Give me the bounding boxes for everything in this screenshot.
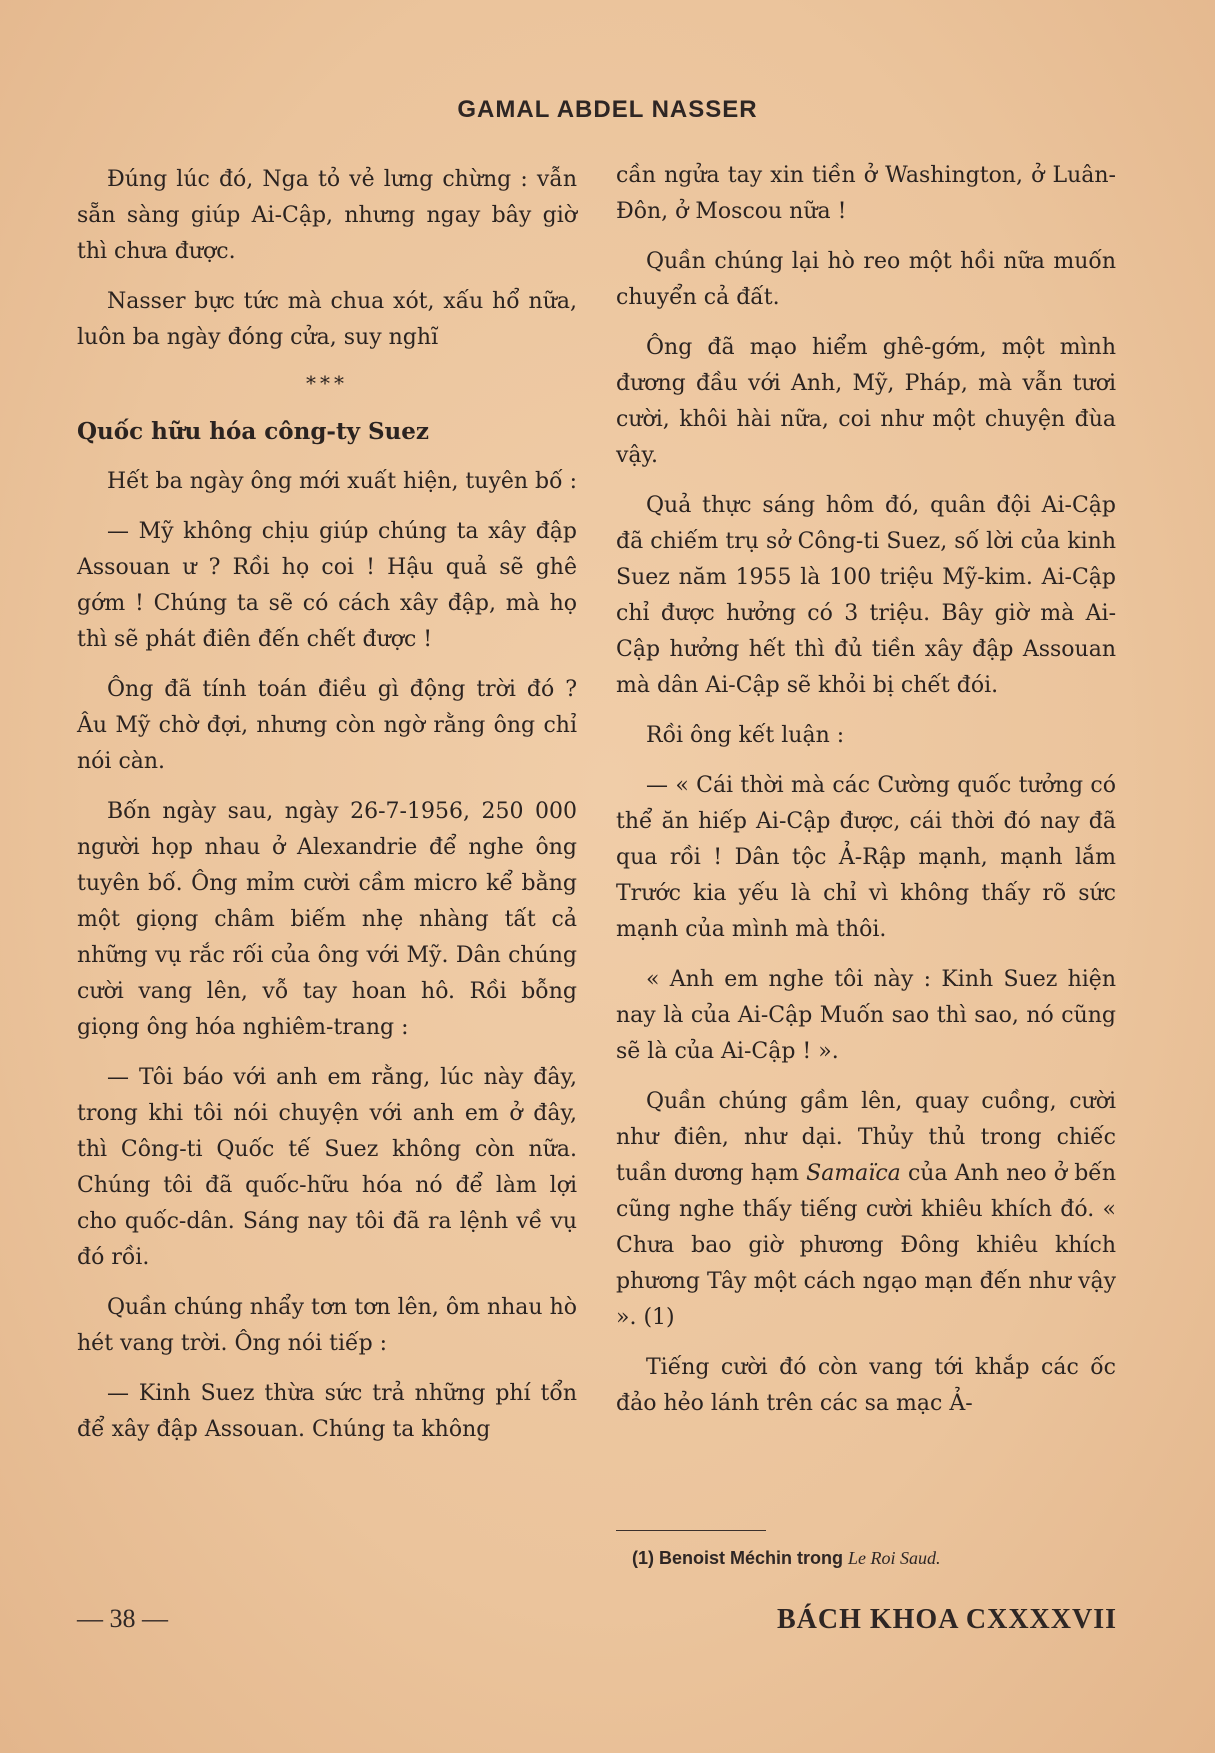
paragraph: — Mỹ không chịu giúp chúng ta xây đập Assouan ư ? Rồi họ coi ! Hậu quả sẽ ghê gớm ! Chúng ta sẽ có cách xây đập, mà họ thì sẽ phát điên đến chết được ! <box>77 519 577 652</box>
paragraph-text: Quần chúng gầm lên, quay cuồng, cười như điên, như dại. Thủy thủ trong chiếc tuần dương hạm <box>616 1089 1116 1186</box>
paragraph: — « Cái thời mà các Cường quốc tưởng có thể ăn hiếp Ai-Cập được, cái thời đó nay đã qua rồi ! Dân tộc Ả-Rập mạnh, mạnh lắm Trước kia yếu là chỉ vì không thấy rõ sức mạnh của mình mà thôi. <box>616 773 1116 942</box>
paragraph: cần ngửa tay xin tiền ở Washington, ở Luân-Đôn, ở Moscou nữa ! <box>616 163 1116 224</box>
paragraph: — Kinh Suez thừa sức trả những phí tổn để xây đập Assouan. Chúng ta không <box>77 1381 577 1442</box>
paragraph: — Tôi báo với anh em rằng, lúc này đây, trong khi tôi nói chuyện với anh em ở đây, thì Công-ti Quốc tế Suez không còn nữa. Chúng tôi đã quốc-hữu hóa nó để làm lợi cho quốc-dân. Sáng nay tôi đã ra lệnh về vụ đó rồi. <box>77 1065 577 1270</box>
footnote <box>632 1548 1112 1569</box>
paragraph: Tiếng cười đó còn vang tới khắp các ốc đảo hẻo lánh trên các sa mạc Ả- <box>616 1355 1116 1416</box>
right-column <box>616 158 1116 1436</box>
paragraph: Quần chúng nhẩy tơn tơn lên, ôm nhau hò hét vang trời. Ông nói tiếp : <box>77 1295 577 1356</box>
paragraph: Quần chúng lại hò reo một hồi nữa muốn chuyển cả đất. <box>616 249 1116 310</box>
section-divider-asterisms: *** <box>306 371 348 395</box>
footnote-rule <box>616 1530 766 1531</box>
paragraph: Ông đã tính toán điều gì động trời đó ? Âu Mỹ chờ đợi, nhưng còn ngờ rằng ông chỉ nói càn. <box>77 677 577 774</box>
paragraph: Đúng lúc đó, Nga tỏ vẻ lưng chừng : vẫn sẵn sàng giúp Ai-Cập, nhưng ngay bây giờ thì chưa được. <box>77 167 577 264</box>
paragraph <box>616 1084 1116 1336</box>
footnote-book-title: Le Roi Saud. <box>848 1548 941 1568</box>
page-number: — 38 — <box>77 1604 168 1633</box>
paragraph: Nasser bực tức mà chua xót, xấu hổ nữa, luôn ba ngày đóng cửa, suy nghĩ <box>77 289 577 350</box>
section-title: Quốc hữu hóa công-ty Suez <box>77 418 429 445</box>
paragraph: Rồi ông kết luận : <box>646 723 845 748</box>
footnote-text: (1) Benoist Méchin trong <box>632 1548 848 1568</box>
running-header: GAMAL ABDEL NASSER <box>457 96 758 123</box>
paragraph: Bốn ngày sau, ngày 26-7-1956, 250 000 người họp nhau ở Alexandrie để nghe ông tuyên bố. Ông mỉm cười cầm micro kể bằng một giọng châm biếm nhẹ nhàng tất cả những vụ rắc rối của ông với Mỹ. Dân chúng cười vang lên, vỗ tay hoan hô. Rồi bỗng giọng ông hóa nghiêm-trang : <box>77 799 577 1040</box>
paragraph: « Anh em nghe tôi này : Kinh Suez hiện nay là của Ai-Cập Muốn sao thì sao, nó cũng sẽ là của Ai-Cập ! ». <box>616 967 1116 1064</box>
ship-name: Samaïca <box>806 1161 901 1186</box>
paragraph: Hết ba ngày ông mới xuất hiện, tuyên bố : <box>107 469 578 494</box>
paragraph-text: của Anh neo ở bến cũng nghe thấy tiếng cười khiêu khích đó. « Chưa bao giờ phương Đông khiêu khích phương Tây một cách ngạo mạn đến như vậy ». (1) <box>616 1161 1116 1330</box>
paragraph: Ông đã mạo hiểm ghê-gớm, một mình đương đầu với Anh, Mỹ, Pháp, mà vẫn tươi cười, khôi hài nữa, coi như một chuyện đùa vậy. <box>616 335 1116 468</box>
paragraph: Quả thực sáng hôm đó, quân đội Ai-Cập đã chiếm trụ sở Công-ti Suez, số lời của kinh Suez năm 1955 là 100 triệu Mỹ-kim. Ai-Cập chỉ được hưởng có 3 triệu. Bây giờ mà Ai-Cập hưởng hết thì đủ tiền xây đập Assouan mà dân Ai-Cập sẽ khỏi bị chết đói. <box>616 493 1116 698</box>
journal-footer: BÁCH KHOA CXXXXVII <box>776 1604 1117 1635</box>
left-column <box>77 162 577 1462</box>
